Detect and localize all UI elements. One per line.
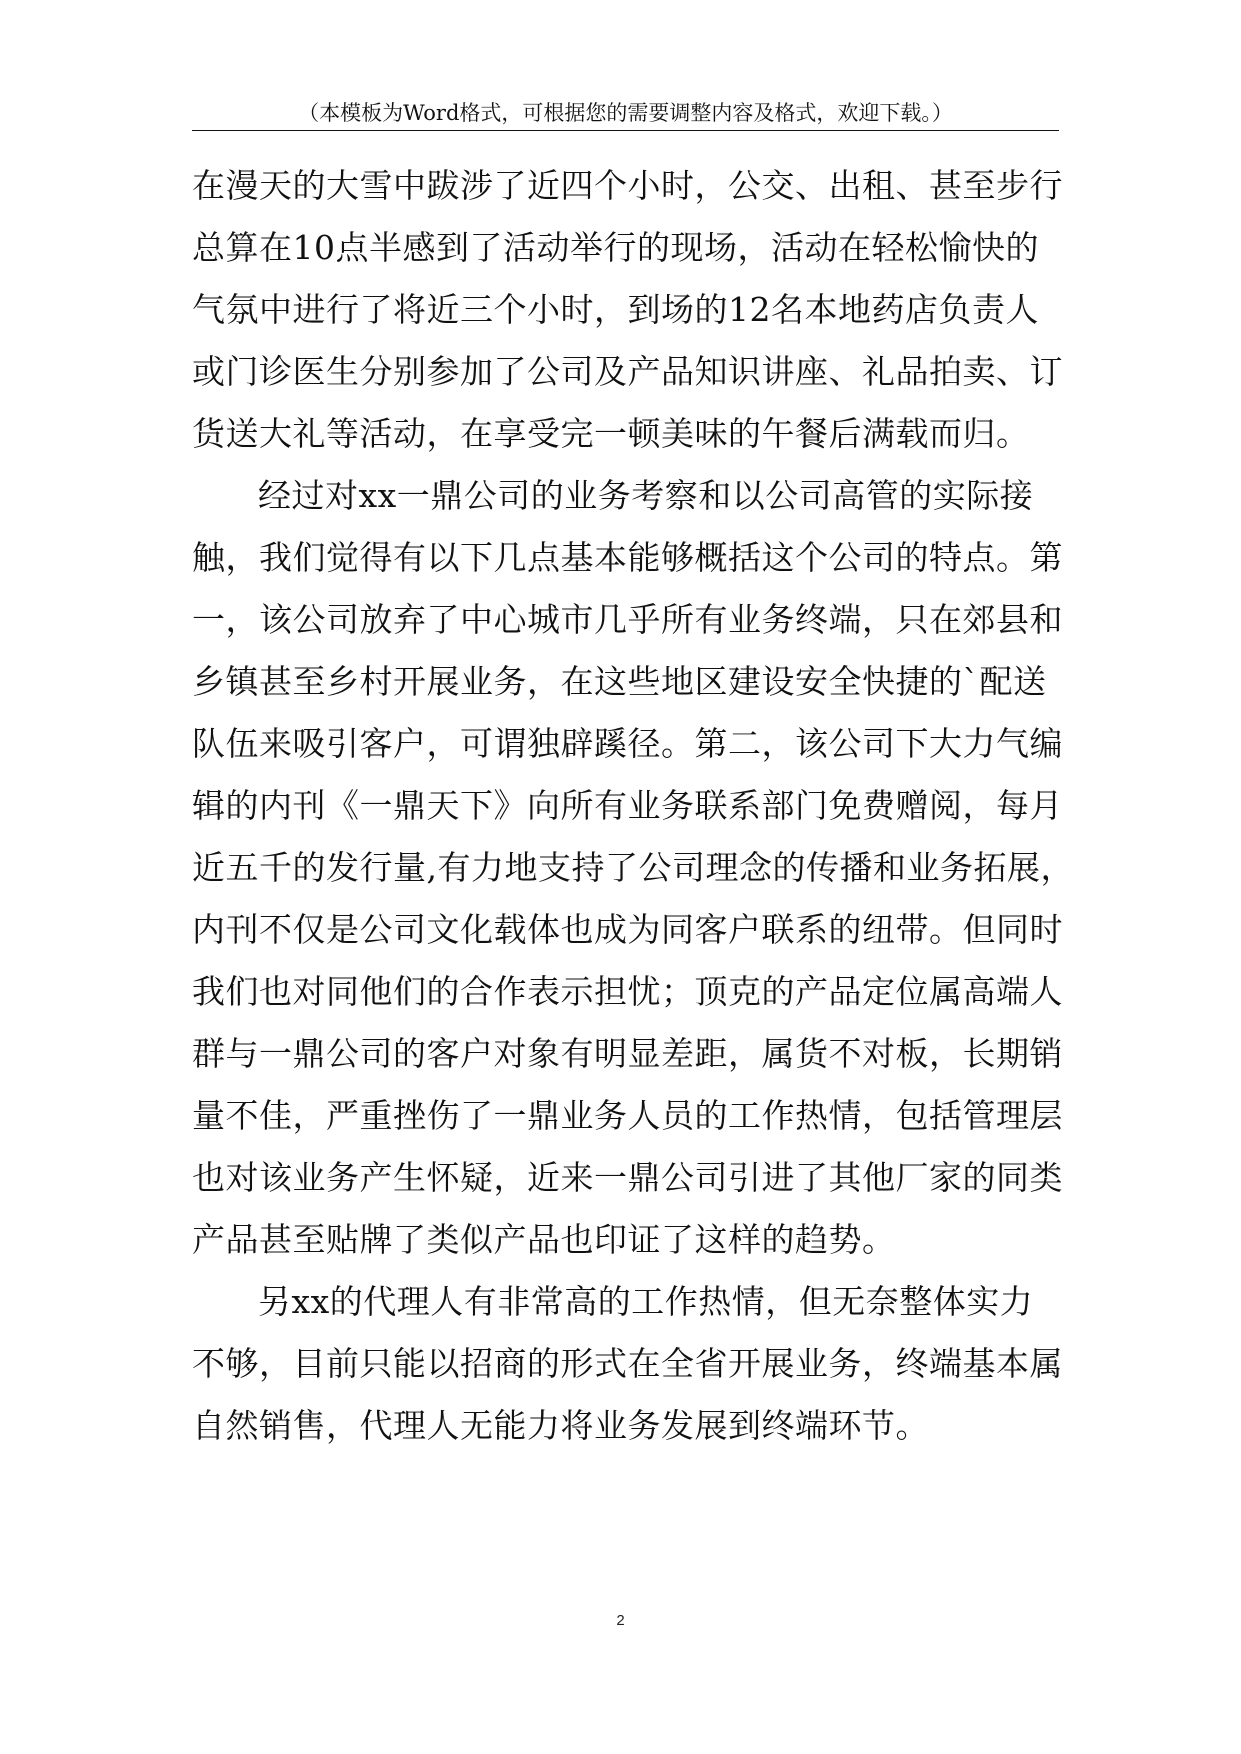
paragraph-start-line: 另xx的代理人有非常高的工作热情，但无奈整体实力 (258, 1282, 1034, 1321)
paragraph-start-line: 经过对xx一鼎公司的业务考察和以公司高管的实际接 (258, 476, 1034, 515)
body-line: 产品甚至贴牌了类似产品也印证了这样的趋势。 (192, 1220, 896, 1259)
body-line: 也对该业务产生怀疑，近来一鼎公司引进了其他厂家的同类 (192, 1158, 1063, 1197)
body-line: 内刊不仅是公司文化载体也成为同客户联系的纽带。但同时 (192, 910, 1063, 949)
body-line: 乡镇甚至乡村开展业务，在这些地区建设安全快捷的`配送 (192, 662, 1047, 701)
body-line: 触，我们觉得有以下几点基本能够概括这个公司的特点。第 (192, 538, 1063, 577)
body-line: 量不佳，严重挫伤了一鼎业务人员的工作热情，包括管理层 (192, 1096, 1063, 1135)
body-line: 队伍来吸引客户，可谓独辟蹊径。第二，该公司下大力气编 (192, 724, 1063, 763)
header-divider (192, 130, 1059, 131)
body-line: 或门诊医生分别参加了公司及产品知识讲座、礼品拍卖、订 (192, 352, 1063, 391)
body-line: 货送大礼等活动，在享受完一顿美味的午餐后满载而归。 (192, 414, 1030, 453)
body-line: 不够，目前只能以招商的形式在全省开展业务，终端基本属 (192, 1344, 1063, 1383)
document-body (192, 155, 1072, 1457)
body-line: 我们也对同他们的合作表示担忧；顶克的产品定位属高端人 (192, 972, 1063, 1011)
body-line: 一，该公司放弃了中心城市几乎所有业务终端，只在郊县和 (192, 600, 1063, 639)
body-line: 辑的内刊《一鼎天下》向所有业务联系部门免费赠阅，每月 (192, 786, 1063, 825)
page-header: （本模板为Word格式，可根据您的需要调整内容及格式，欢迎下载。） (298, 101, 953, 125)
body-line: 总算在10点半感到了活动举行的现场，活动在轻松愉快的 (192, 228, 1039, 267)
body-line: 在漫天的大雪中跋涉了近四个小时，公交、出租、甚至步行 (192, 166, 1063, 205)
body-line: 近五千的发行量,有力地支持了公司理念的传播和业务拓展， (192, 848, 1074, 887)
body-line: 群与一鼎公司的客户对象有明显差距，属货不对板，长期销 (192, 1034, 1063, 1073)
body-line: 气氛中进行了将近三个小时，到场的12名本地药店负责人 (192, 290, 1039, 329)
page-number: 2 (616, 1612, 625, 1629)
body-line: 自然销售，代理人无能力将业务发展到终端环节。 (192, 1406, 929, 1445)
